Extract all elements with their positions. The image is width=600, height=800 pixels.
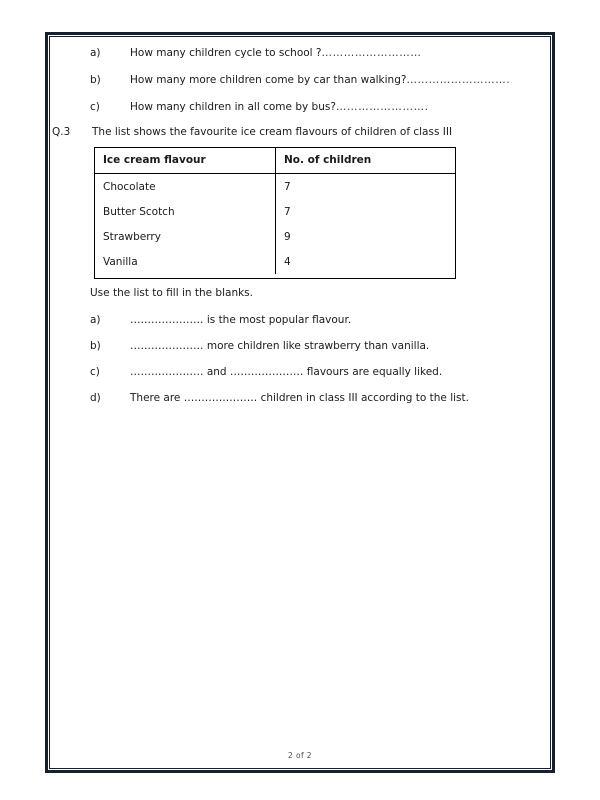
carryover-text-a: How many children cycle to school ? [130, 47, 322, 59]
table-cell-count: 7 [284, 206, 291, 218]
blank-text-b: ………………… more children like strawberry than vanilla. [130, 340, 430, 352]
blank-marker-a: a) [90, 314, 101, 326]
question3-heading [52, 126, 452, 138]
carryover-question-c [90, 101, 429, 114]
page-content [52, 39, 548, 766]
carryover-blank-b: ………………………. [406, 74, 511, 86]
carryover-marker-c: c) [90, 101, 100, 113]
table-row [95, 199, 455, 224]
table-cell-flavour: Vanilla [95, 249, 276, 274]
ice-cream-flavour-table [94, 147, 456, 279]
table-row [95, 174, 455, 199]
question3-prompt: The list shows the favourite ice cream flavours of children of class III [92, 126, 453, 138]
blank-question-a [90, 314, 351, 326]
carryover-question-b [90, 74, 510, 87]
carryover-marker-b: b) [90, 74, 101, 86]
carryover-marker-a: a) [90, 47, 101, 59]
blank-text-c: ………………… and ………………… flavours are equally liked. [130, 366, 443, 378]
blank-question-d [90, 392, 469, 404]
fill-blanks-instruction: Use the list to fill in the blanks. [90, 287, 253, 299]
carryover-text-c: How many children in all come by bus? [130, 101, 336, 113]
carryover-blank-c: ……………………. [335, 101, 429, 113]
carryover-question-a [90, 47, 421, 60]
page-number-footer: 2 of 2 [288, 751, 312, 760]
blank-text-d: There are ………………… children in class III according to the list. [130, 392, 469, 404]
blank-text-a: ………………… is the most popular flavour. [130, 314, 352, 326]
table-cell-count: 9 [284, 231, 291, 243]
blank-marker-b: b) [90, 340, 101, 352]
blank-marker-c: c) [90, 366, 100, 378]
table-header-flavour: Ice cream flavour [95, 148, 276, 173]
table-body [95, 174, 455, 278]
table-cell-flavour: Strawberry [95, 224, 276, 249]
table-row [95, 249, 455, 274]
blank-question-c [90, 366, 442, 378]
table-header-count: No. of children [284, 154, 372, 166]
table-cell-flavour: Chocolate [95, 174, 276, 199]
carryover-text-b: How many more children come by car than walking? [130, 74, 407, 86]
table-row [95, 224, 455, 249]
blank-question-b [90, 340, 429, 352]
table-cell-count: 4 [284, 256, 291, 268]
table-cell-count: 7 [284, 181, 291, 193]
table-cell-flavour: Butter Scotch [95, 199, 276, 224]
carryover-blank-a: ……………………… [321, 47, 422, 59]
question3-number: Q.3 [52, 126, 71, 138]
blank-marker-d: d) [90, 392, 101, 404]
table-header-row [95, 148, 455, 174]
